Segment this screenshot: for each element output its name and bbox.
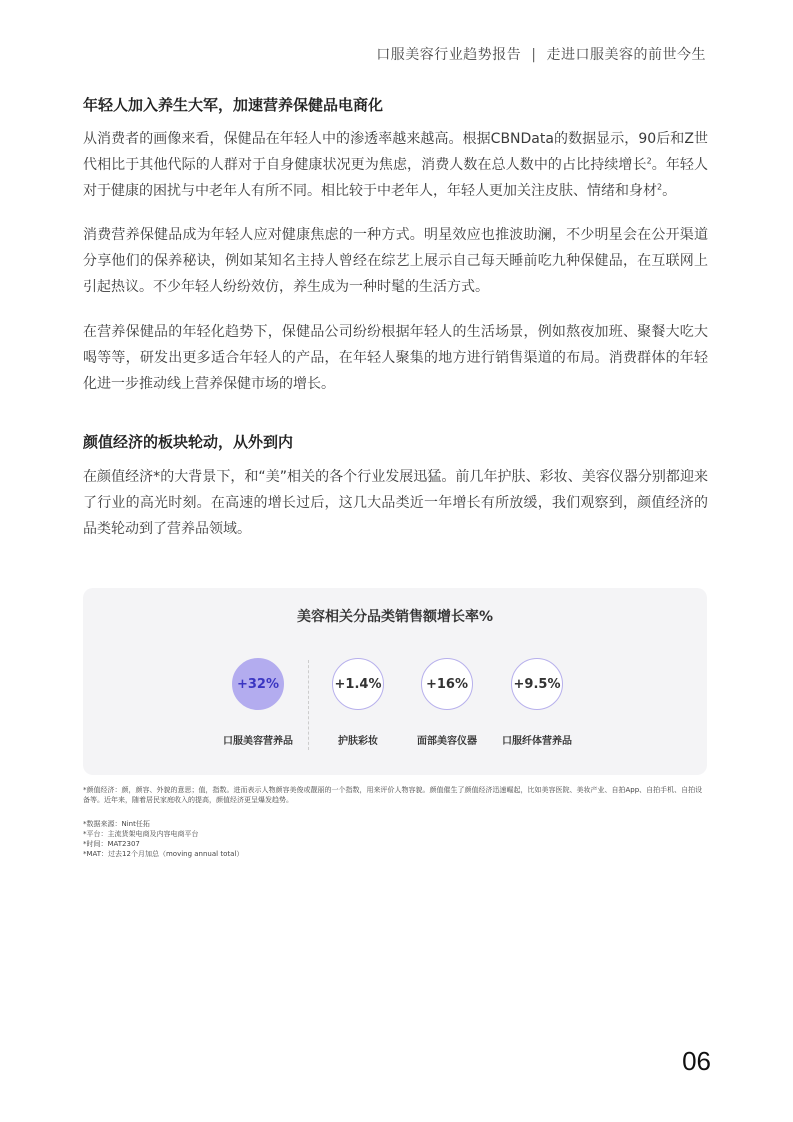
page-header — [376, 44, 706, 64]
footnote-definition: *颜值经济：颜，颜容、外貌的意思；值，指数。进而表示人物颜容美俊或靓丽的一个指数，用来评价人物容貌。颜值催生了颜值经济迅速崛起，比如美容医院、美妆产业、自拍App、自拍手机、自拍设备等。近年来，随着居民家庭收入的提高，颜值经济更呈爆发趋势。 — [83, 786, 703, 804]
metric-circle-highlight: +32% — [232, 658, 284, 710]
source-line: *平台：主流货架电商及内容电商平台 — [83, 830, 199, 838]
source-line: *数据来源：Nint任拓 — [83, 820, 150, 828]
metric-label: 口服美容营养品 — [223, 736, 293, 747]
section-heading-beauty-economy: 颜值经济的板块轮动，从外到内 — [83, 433, 294, 451]
paragraph-celebrity-effect: 消费营养保健品成为年轻人应对健康焦虑的一种方式。明星效应也推波助澜，不少明星会在公开渠道分享他们的保养秘诀，例如某知名主持人曾经在综艺上展示自己每天睡前吃九种保健品，在互联网上引起热议。不少年轻人纷纷效仿，养生成为一种时髦的生活方式。 — [83, 227, 708, 295]
metric-label: 护肤彩妆 — [338, 736, 378, 747]
metric-circle: +1.4% — [332, 658, 384, 710]
header-separator: | — [531, 47, 537, 63]
footnote-sources — [83, 819, 708, 859]
source-line: *MAT：过去12个月加总（moving annual total） — [83, 850, 244, 858]
growth-rate-panel — [83, 588, 707, 775]
metric-label: 口服纤体营养品 — [502, 736, 572, 747]
paragraph-consumer-profile: 从消费者的画像来看，保健品在年轻人中的渗透率越来越高。根据CBNData的数据显示，90后和Z世代相比于其他代际的人群对于自身健康状况更为焦虑，消费人数在总人数中的占比持续增长$^2$。年轻人对于健康的困扰与中老年人有所不同。相比较于中老年人，年轻人更加关注皮肤、情绪和身材$^2$。 — [83, 131, 709, 199]
chapter-title: 走进口服美容的前世今生 — [546, 47, 706, 63]
report-title: 口服美容行业趋势报告 — [376, 47, 522, 63]
metric-circle: +9.5% — [511, 658, 563, 710]
paragraph-beauty-economy: 在颜值经济*的大背景下，和“美”相关的各个行业发展迅猛。前几年护肤、彩妆、美容仪器分别都迎来了行业的高光时刻。在高速的增长过后，这几大品类近一年增长有所放缓，我们观察到，颜值经济的品类轮动到了营养品领域。 — [83, 469, 708, 537]
metric-circle: +16% — [421, 658, 473, 710]
metric-label: 面部美容仪器 — [417, 736, 477, 747]
section-heading-youth: 年轻人加入养生大军，加速营养保健品电商化 — [83, 96, 384, 114]
panel-title: 美容相关分品类销售额增长率% — [296, 609, 494, 625]
source-line: *时间：MAT2307 — [83, 840, 140, 848]
paragraph-product-trend: 在营养保健品的年轻化趋势下，保健品公司纷纷根据年轻人的生活场景，例如熬夜加班、聚餐大吃大喝等等，研发出更多适合年轻人的产品，在年轻人聚集的地方进行销售渠道的布局。消费群体的年轻化进一步推动线上营养保健市场的增长。 — [83, 324, 708, 392]
page-number: 06 — [682, 1046, 711, 1076]
metric-oral-beauty — [203, 658, 313, 747]
metric-oral-slimming — [482, 658, 592, 747]
